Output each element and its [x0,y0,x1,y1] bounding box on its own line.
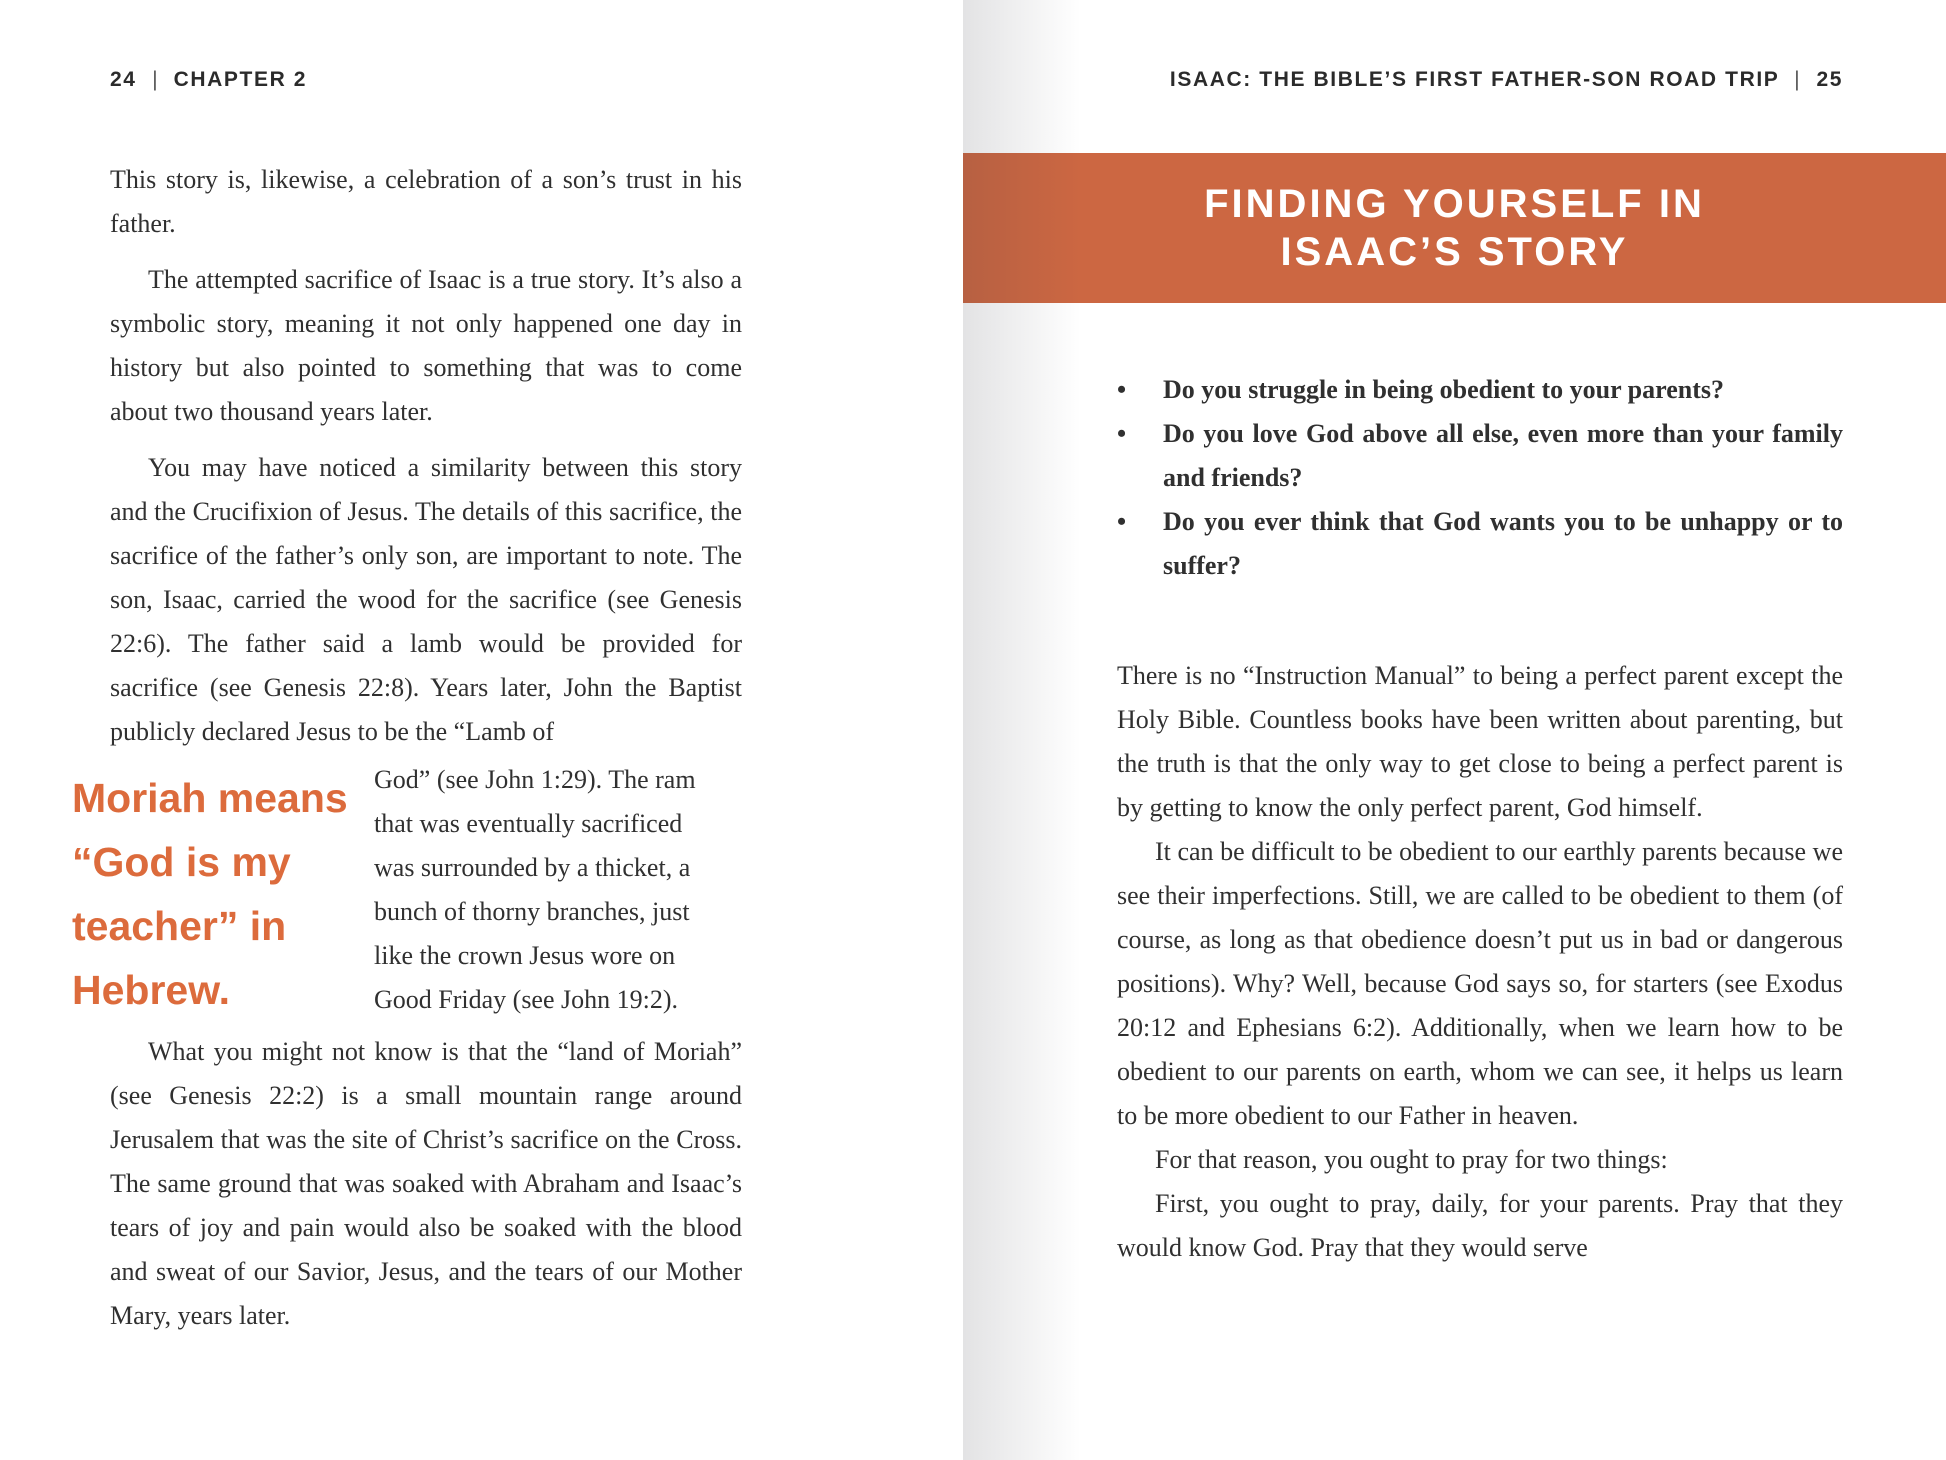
bullet-marker: • [1117,419,1127,448]
pull-quote-line: Hebrew. [72,967,230,1013]
header-separator: | [152,68,158,91]
body-paragraph: This story is, likewise, a celebration of a son’s trust in his father. [110,165,742,238]
wrapped-line: Good Friday (see John 19:2). [374,985,679,1014]
body-paragraph: You may have noticed a similarity between this story and the Crucifixion of Jesus. The details of this sacrifice, the sacrifice of the father’s only son, are important to note. The son, Isaac, carried the wood for the sacrifice (see Genesis 22:6). The father said a lamb would be provided for sacrifice (see Genesis 22:8). Years later, John the Baptist publicly declared Jesus to be the “Lamb of [110,453,742,746]
section-heading-banner [963,153,1946,303]
body-paragraph: It can be difficult to be obedient to our earthly parents because we see their imperfections. Still, we are called to be obedient to them (of course, as long as that obedience doesn’t put us in bad or dangerous positions). Why? Well, because God says so, for starters (see Exodus 20:12 and Ephesians 6:2). Additionally, when we learn how to be obedient to our parents on earth, whom we can see, it helps us learn to be more obedient to our Father in heaven. [1117,837,1843,1130]
right-body-text [1117,368,1843,1270]
wrapped-body-text [374,758,742,1022]
chapter-title: ISAAC: THE BIBLE’S FIRST FATHER-SON ROAD TRIP [1169,68,1780,91]
wrapped-line: like the crown Jesus wore on [374,941,676,970]
wrapped-line: bunch of thorny branches, just [374,897,690,926]
bullet-item [1117,412,1843,500]
body-paragraph: The attempted sacrifice of Isaac is a true story. It’s also a symbolic story, meaning it not only happened one day in history but also pointed to something that was to come about two thousand years later. [110,265,742,426]
wrapped-line: was surrounded by a thicket, a [374,853,691,882]
section-heading-line: ISAAC’S STORY [1280,230,1629,274]
header-separator: | [1795,68,1801,91]
bullet-marker: • [1117,375,1127,404]
right-page-number: 25 [1816,68,1843,91]
bullet-text: Do you struggle in being obedient to your parents? [1163,375,1724,404]
body-paragraph: What you might not know is that the “land of Moriah” (see Genesis 22:2) is a small mountain range around Jerusalem that was the site of Christ’s sacrifice on the Cross. The same ground that was soaked with Abraham and Isaac’s tears of joy and pain would also be soaked with the blood and sweat of our Savior, Jesus, and the tears of our Mother Mary, years later. [110,1037,742,1330]
bullet-marker: • [1117,507,1127,536]
pull-quote-line: “God is my [72,839,291,885]
left-page [0,0,963,1460]
pullquote-wrap-row [72,758,742,1022]
bullet-item [1117,368,1843,412]
bullet-text: Do you ever think that God wants you to be unhappy or to suffer? [1163,507,1843,580]
right-running-header [1170,68,1843,92]
pull-quote-line: Moriah means [72,775,348,821]
bullet-text: Do you love God above all else, even more than your family and friends? [1163,419,1843,492]
left-body-text [72,158,742,1338]
bullet-item [1117,500,1843,588]
body-paragraph: For that reason, you ought to pray for two things: [1155,1145,1668,1174]
chapter-label: CHAPTER 2 [173,68,308,91]
left-running-header [110,68,307,92]
wrapped-line: that was eventually sacrificed [374,809,683,838]
pull-quote [72,766,374,1022]
right-page [963,0,1946,1460]
left-page-number: 24 [110,68,137,91]
body-paragraph: First, you ought to pray, daily, for your parents. Pray that they would know God. Pray that they would serve [1117,1189,1843,1262]
section-heading-line: FINDING YOURSELF IN [1204,182,1705,226]
wrapped-line: God” (see John 1:29). The ram [374,765,696,794]
question-bullet-list [1117,368,1843,588]
pull-quote-line: teacher” in [72,903,287,949]
body-paragraph: There is no “Instruction Manual” to being a perfect parent except the Holy Bible. Countless books have been written about parenting, but the truth is that the only way to get close to being a perfect parent is by getting to know the only perfect parent, God himself. [1117,661,1843,822]
